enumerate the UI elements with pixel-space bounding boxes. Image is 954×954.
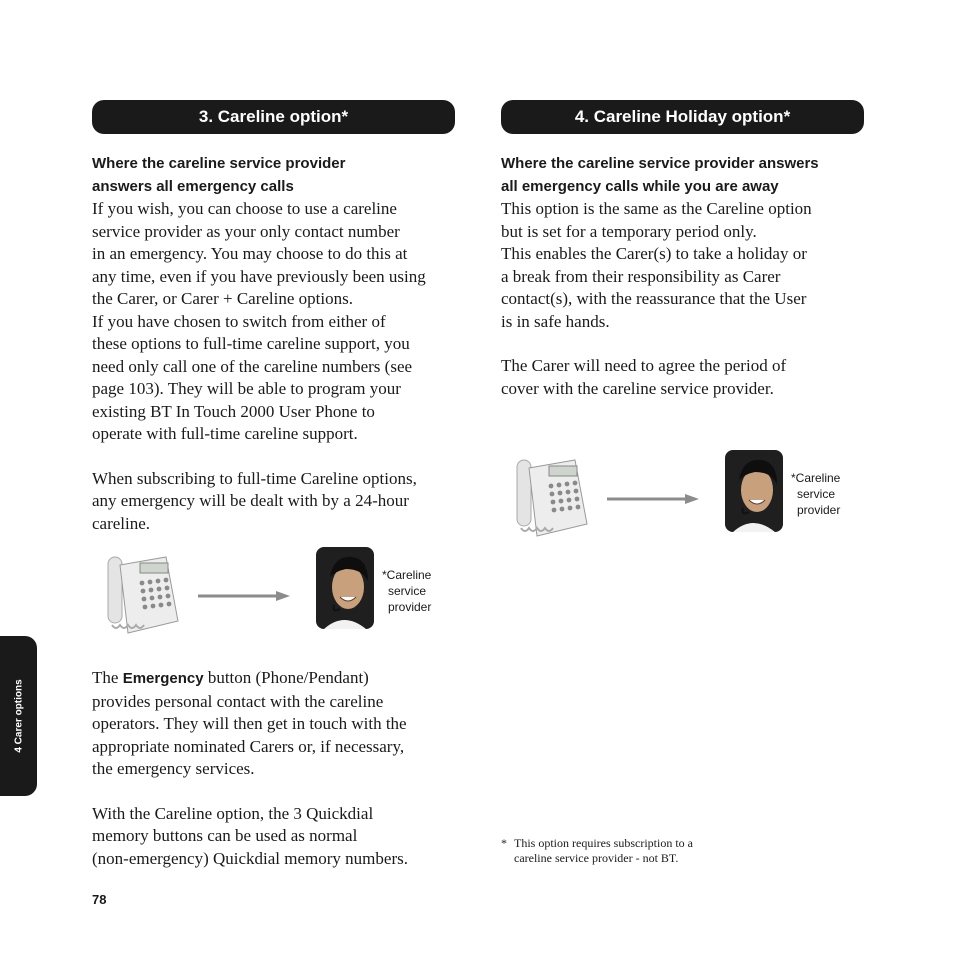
section-3-paragraph-4 <box>92 803 455 871</box>
footnote-text: This option requires subscription to a <box>514 836 693 850</box>
text-line: service provider as your only contact number <box>92 221 400 241</box>
section-4-subheading <box>501 152 864 198</box>
label-line: service <box>797 487 836 501</box>
text-line: but is set for a temporary period only. <box>501 221 757 241</box>
subhead-line: Where the careline service provider <box>92 155 346 172</box>
section-3-paragraph-2 <box>92 468 455 536</box>
chapter-label: 4 Carer options <box>13 679 24 753</box>
text-line: is in safe hands. <box>501 311 610 331</box>
text-fragment: button (Phone/Pendant) <box>203 668 369 687</box>
text-line: careline. <box>92 513 151 533</box>
text-fragment: The <box>92 668 123 687</box>
label-line: provider <box>388 600 432 614</box>
page-number: 78 <box>92 892 107 907</box>
text-line: a break from their responsibility as Carer <box>501 266 781 286</box>
text-line: provides personal contact with the careline <box>92 691 384 711</box>
label-line: provider <box>797 503 841 517</box>
section-4-paragraph-1 <box>501 198 864 333</box>
text-line <box>92 667 455 691</box>
footnote-line <box>501 836 801 851</box>
left-column <box>92 100 455 870</box>
text-line: existing BT In Touch 2000 User Phone to <box>92 401 375 421</box>
text-line: When subscribing to full-time Careline options, <box>92 468 417 488</box>
subscription-footnote <box>501 836 801 866</box>
text-line: contact(s), with the reassurance that the User <box>501 289 807 308</box>
text-line: operators. They will then get in touch with the <box>92 714 407 733</box>
text-line: This option is the same as the Careline option <box>501 199 812 218</box>
text-line: With the Careline option, the 3 Quickdial <box>92 803 374 823</box>
section-3-paragraph-1 <box>92 198 455 446</box>
right-column <box>501 100 864 550</box>
careline-provider-label <box>382 567 431 615</box>
label-line: service <box>388 584 427 598</box>
text-line: these options to full-time careline support, you <box>92 334 410 353</box>
careline-agent-photo <box>316 547 374 629</box>
careline-figure <box>92 547 455 647</box>
section-3-title: 3. Careline option* <box>198 107 349 126</box>
text-line: memory buttons can be used as normal <box>92 826 358 845</box>
telephone-icon <box>515 454 591 544</box>
section-3-subheading <box>92 152 455 198</box>
careline-agent-photo <box>725 450 783 532</box>
emergency-button-name: Emergency <box>122 670 204 687</box>
text-line: If you wish, you can choose to use a careline <box>92 199 397 218</box>
text-line: any time, even if you have previously been using <box>92 266 426 286</box>
text-line: appropriate nominated Carers or, if necessary, <box>92 736 405 756</box>
text-line: This enables the Carer(s) to take a holiday or <box>501 244 807 263</box>
arrow-right-icon <box>198 589 290 603</box>
text-line: (non-emergency) Quickdial memory numbers. <box>92 848 408 868</box>
careline-provider-label <box>791 470 840 518</box>
subhead-line: Where the careline service provider answers <box>501 155 819 172</box>
subhead-line: all emergency calls while you are away <box>501 178 779 195</box>
subhead-line: answers all emergency calls <box>92 178 294 195</box>
footnote-asterisk: * <box>501 836 507 850</box>
chapter-side-tab <box>0 636 37 796</box>
text-line: the emergency services. <box>92 759 255 778</box>
text-line: need only call one of the careline numbers (see <box>92 356 413 376</box>
label-line: *Careline <box>382 568 432 582</box>
telephone-icon <box>106 551 182 641</box>
arrow-right-icon <box>607 492 699 506</box>
section-4-title: 4. Careline Holiday option* <box>574 107 791 126</box>
section-3-paragraph-3 <box>92 667 455 781</box>
label-line: *Careline <box>791 471 841 485</box>
text-line: the Carer, or Carer + Careline options. <box>92 289 353 308</box>
section-4-heading <box>501 100 864 134</box>
careline-holiday-figure <box>501 450 864 550</box>
section-4-paragraph-2 <box>501 355 864 400</box>
text-line: If you have chosen to switch from either of <box>92 311 386 331</box>
section-3-heading <box>92 100 455 134</box>
text-line: page 103). They will be able to program your <box>92 379 401 398</box>
text-line: any emergency will be dealt with by a 24-hour <box>92 491 409 510</box>
text-line: in an emergency. You may choose to do this at <box>92 244 408 263</box>
text-line: cover with the careline service provider. <box>501 378 774 398</box>
text-line: The Carer will need to agree the period of <box>501 356 787 375</box>
footnote-line: careline service provider - not BT. <box>514 851 679 865</box>
text-line: operate with full-time careline support. <box>92 424 358 443</box>
